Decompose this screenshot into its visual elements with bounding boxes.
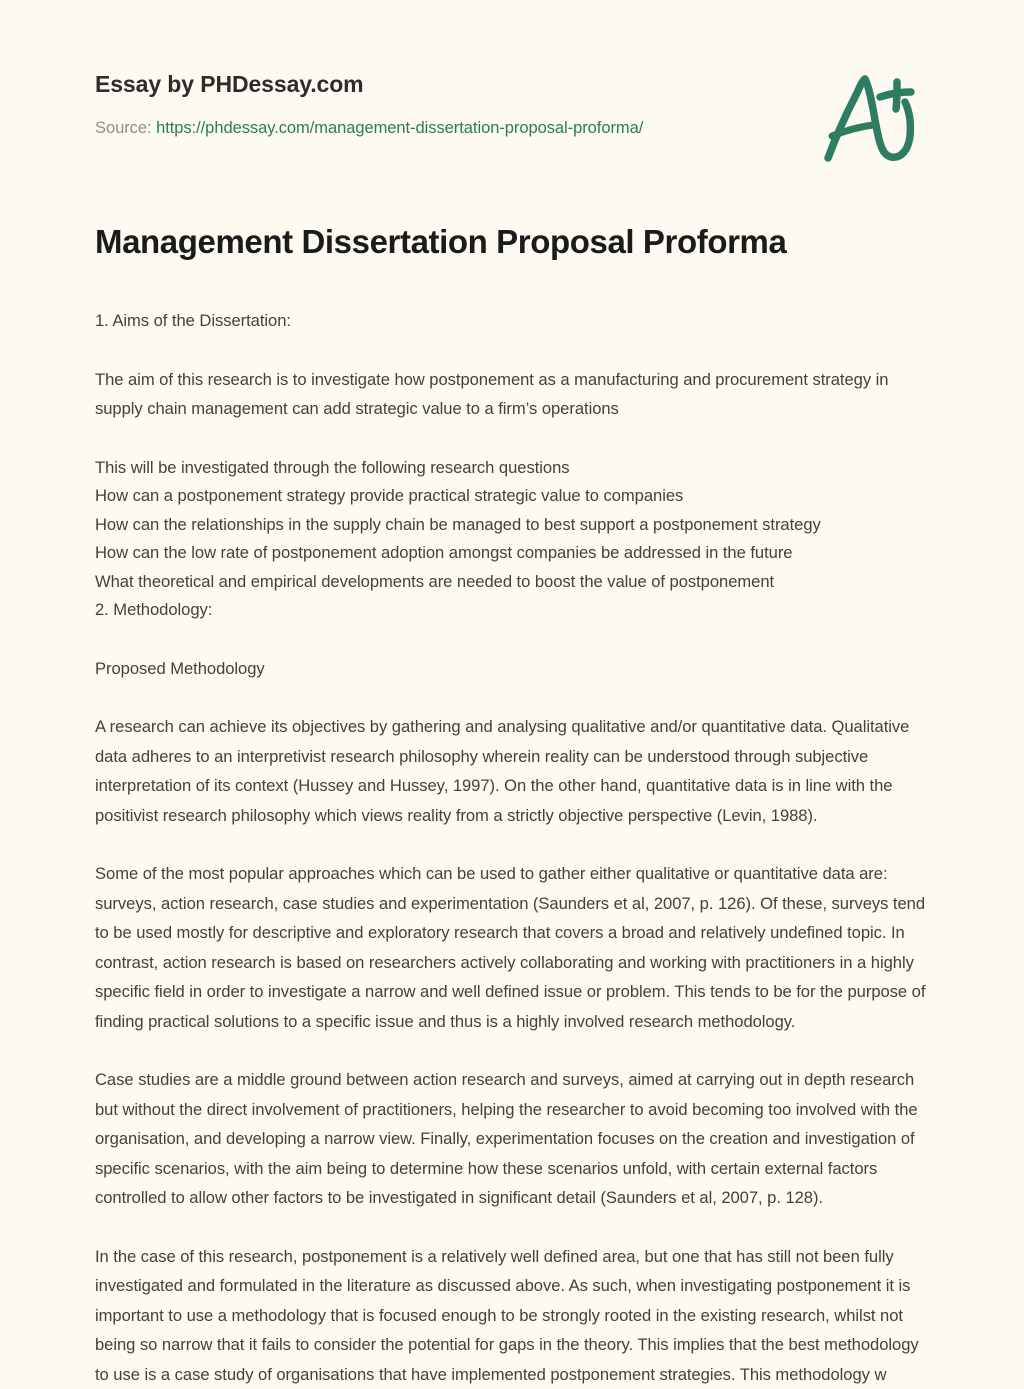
methodology-paragraph-3: Case studies are a middle ground between action research and surveys, aimed at carrying out in depth research but without the direct involvement of practitioners, helping the researcher to avoid becoming too involved with the organisation, and developing a narrow view. Finally, experimentation focuses on the creation and investigation of specific scenarios, with the aim being to determine how these scenarios unfold, with certain external factors controlled to allow other factors to be investigated in significant detail (Saunders et al, 2007, p. 128). [95,1070,918,1208]
section-heading-aims: 1. Aims of the Dissertation: [95,311,291,330]
section-heading-methodology: 2. Methodology: [95,600,213,620]
list-item: What theoretical and empirical developments are needed to boost the value of postponement [95,571,775,591]
brand-title: Essay by PHDessay.com [95,71,364,97]
research-questions-intro: This will be investigated through the following research questions [95,457,570,477]
list-item: How can the relationships in the supply chain be managed to best support a postponement strategy [95,514,821,534]
list-item: How can the low rate of postponement adoption amongst companies be addressed in the future [95,543,793,563]
source-url-link[interactable]: https://phdessay.com/management-dissertation-proposal-proforma/ [156,119,644,137]
methodology-paragraph-1: A research can achieve its objectives by gathering and analysing qualitative and/or quantitative data. Qualitative data adheres to an interpretivist research philosophy wherein reality can be understood through subjective interpretation of its context (Hussey and Hussey, 1997). On the other hand, quantitative data is in line with the positivist research philosophy which views reality from a strictly objective perspective (Levin, 1988). [95,717,910,825]
list-item: How can a postponement strategy provide practical strategic value to companies [95,486,684,505]
methodology-paragraph-4: In the case of this research, postponement is a relatively well defined area, but one that has still not been fully investigated and formulated in the literature as discussed above. As such, when investigating postponement it is important to use a methodology that is focused enough to be strongly rooted in the existing research, whilst not being so narrow that it fails to consider the potential for gaps in the theory. This implies that the best methodology to use is a case study of organisations that have implemented postponement strategies. This methodology w [95,1246,919,1384]
a-plus-logo [818,68,922,168]
proposed-methodology-heading: Proposed Methodology [95,658,265,678]
methodology-paragraph-2: Some of the most popular approaches which can be used to gather either qualitative or quantitative data are: surveys, action research, case studies and experimentation (Saunders et al, 2007, p. 126). Of these, surveys tend to be used mostly for descriptive and exploratory research that covers a broad and relatively undefined topic. In contrast, action research is based on researchers actively collaborating and working with practitioners in a highly specific field in order to investigate a narrow and well defined issue or problem. This tends to be for the purpose of finding practical solutions to a specific issue and thus is a highly involved research methodology. [95,864,926,1031]
source-line [95,119,643,138]
a-plus-logo-icon [818,68,922,168]
aim-paragraph: The aim of this research is to investigate how postponement as a manufacturing and procurement strategy in supply chain management can add strategic value to a firm’s operations [95,369,889,418]
source-label: Source: [95,119,152,137]
page-header [0,0,1024,180]
research-questions-list [95,482,935,625]
article-body [95,222,935,1389]
page-title: Management Dissertation Proposal Proforma [95,223,787,260]
